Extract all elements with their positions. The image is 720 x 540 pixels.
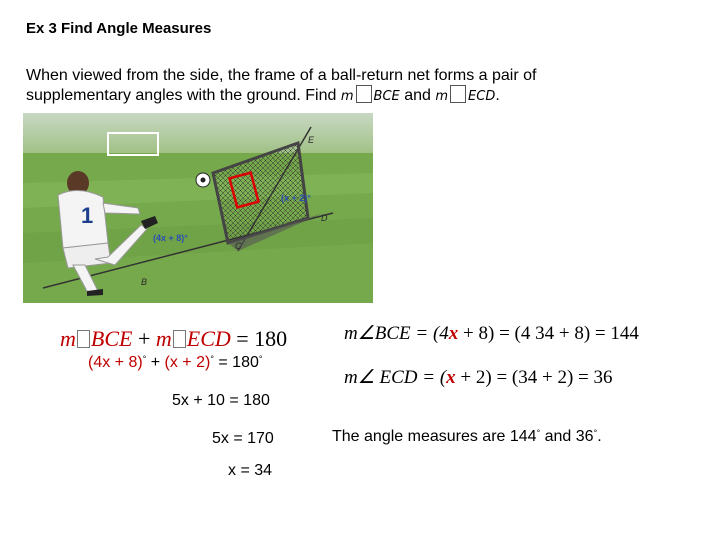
- label-b: B: [141, 277, 148, 287]
- ball-return-net-photo: [23, 113, 373, 303]
- problem-line-1: When viewed from the side, the frame of a ball-return net forms a pair of: [26, 67, 537, 84]
- label-d: D: [321, 213, 328, 223]
- slide-title: Ex 3 Find Angle Measures: [26, 20, 212, 37]
- solution-x: x = 34: [228, 462, 273, 479]
- angle-ecd-label: (x + 2)°: [281, 193, 311, 203]
- subtract-step: 5x = 170: [212, 430, 274, 447]
- angle-symbol-icon: [77, 330, 90, 348]
- m-ecd-calculation: m∠ ECD = (x + 2) = (34 + 2) = 36: [344, 367, 613, 388]
- label-e: E: [308, 135, 315, 145]
- angle-symbol-icon: [173, 330, 186, 348]
- problem-line-2: supplementary angles with the ground. Find m BCE and m ECD.: [26, 87, 500, 104]
- supplementary-equation: m BCE + m ECD = 180: [60, 326, 288, 351]
- problem-statement: [26, 66, 626, 106]
- angle-symbol-icon: [450, 85, 466, 103]
- m-bce-calculation: m∠BCE = (4x + 8) = (4 34 + 8) = 144: [344, 323, 639, 344]
- angle-bce-label: (4x + 8)°: [153, 233, 188, 243]
- answer-statement: The angle measures are 144° and 36°.: [332, 428, 602, 445]
- angle-symbol-icon: [356, 85, 372, 103]
- combine-step: 5x + 10 = 180: [172, 392, 270, 409]
- label-c: C: [235, 241, 242, 251]
- substitution-step: (4x + 8)° + (x + 2)° = 180°: [88, 354, 263, 371]
- jersey-number: 1: [81, 203, 94, 228]
